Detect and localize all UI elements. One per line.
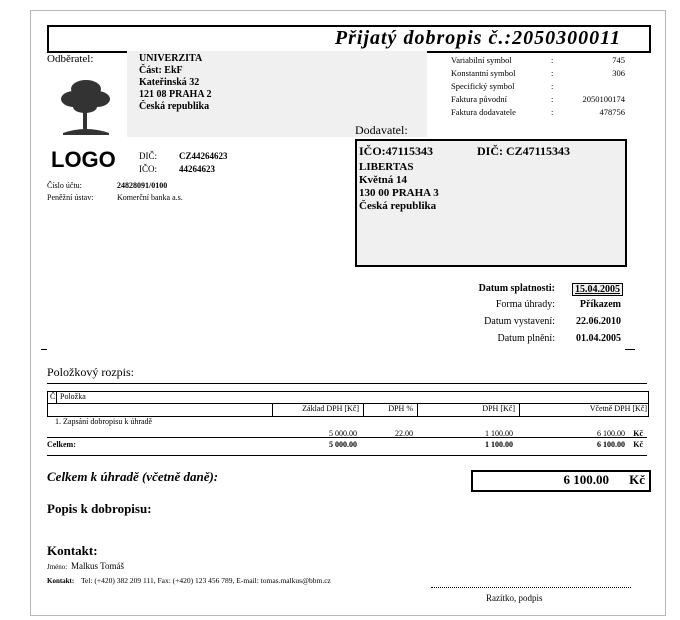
sum-bottom-divider [47,455,647,456]
col-base: Základ DPH [Kč] [302,404,359,413]
symbol-colon: : [551,94,554,104]
bank-label: Peněžní ústav: [47,193,94,202]
payment-symbols [451,55,625,119]
fulfillment-date-value: 01.04.2005 [576,333,621,344]
symbol-value: 478756 [599,107,625,117]
symbol-label: Konstantní symbol [451,68,516,78]
tree-logo-icon [57,75,115,137]
ico-value: 44264623 [179,164,215,174]
item-currency: Kč [633,429,643,438]
symbol-row [451,55,625,67]
sum-currency: Kč [633,440,643,449]
contact-info-value: Tel: (+420) 382 209 111, Fax: (+420) 123 456 789, E-mail: tomas.malkus@bbm.cz [81,576,331,585]
contact-name-label: Jméno: [47,563,68,571]
col-no: Č. [50,392,58,401]
customer-line: 121 08 PRAHA 2 [139,89,212,100]
col-vat: DPH [Kč] [482,404,515,413]
symbol-label: Specifický symbol [451,81,515,91]
sum-base: 5 000.00 [329,440,357,449]
customer-line: Kateřinská 32 [139,77,200,88]
issue-date-label: Datum vystavení: [484,316,555,327]
symbol-colon: : [551,55,554,65]
signature-label: Razítko, podpis [486,593,543,603]
total-due-currency: Kč [629,472,645,487]
item-base: 5 000.00 [329,429,357,438]
symbol-row [451,94,625,106]
items-divider [47,383,647,384]
items-section-label: Položkový rozpis: [47,365,134,379]
due-date-row [411,283,623,299]
divider-tick-left [41,349,47,350]
contact-info-label: Kontakt: [47,577,75,585]
dic-label: DIČ: [139,151,157,161]
symbol-value: 2050100174 [582,94,625,104]
symbol-colon: : [551,68,554,78]
contact-heading: Kontakt: [47,543,98,558]
supplier-box [355,139,627,267]
symbol-value: 306 [612,68,625,78]
ico-label: IČO: [139,164,157,174]
supplier-address [359,161,439,213]
note-label: Popis k dobropisu: [47,501,152,516]
table-row [47,415,647,439]
bank-value: Komerční banka a.s. [117,193,183,202]
document-title: Přijatý dobropis č.:2050300011 [334,27,621,49]
logo-text: LOGO [51,147,116,172]
symbol-colon: : [551,107,554,117]
supplier-dic: DIČ: CZ47115343 [477,144,571,158]
divider-tick-right [625,349,635,350]
customer-line: Česká republika [139,101,210,112]
item-vat-pct: 22.00 [395,429,413,438]
item-total: 6 100.00 [597,429,625,438]
payment-method-value: Příkazem [579,299,621,310]
supplier-line: 130 00 PRAHA 3 [359,187,439,199]
supplier-ico: IČO:47115343 [359,144,434,158]
symbol-label: Faktura dodavatele [451,107,516,117]
contact-name-value: Malkus Tomáš [71,561,124,571]
col-total: Včetně DPH [Kč] [589,404,647,413]
item-name: 1. Zapsání dobropisu k úhradě [55,417,153,426]
customer-line: Část: EkF [139,65,183,76]
supplier-line: LIBERTAS [359,161,414,173]
items-table-header [47,391,649,417]
symbol-value: 745 [612,55,625,65]
invoice-page [30,10,666,616]
issue-date-value: 22.06.2010 [576,316,621,327]
due-date-label: Datum splatnosti: [478,283,555,294]
sum-label: Celkem: [47,440,76,449]
symbol-colon: : [551,81,554,91]
fulfillment-date-label: Datum plnění: [497,333,555,344]
due-date-value: 15.04.2005 [572,283,623,296]
sum-total: 6 100.00 [597,440,625,449]
symbol-label: Variabilní symbol [451,55,512,65]
customer-address [139,53,212,113]
col-vat-pct: DPH % [388,404,413,413]
total-due-label: Celkem k úhradě (včetně daně): [47,469,219,484]
supplier-label: Dodavatel: [355,123,408,137]
fulfillment-date-row [411,333,623,349]
symbol-label: Faktura původní [451,94,507,104]
payment-method-label: Forma úhrady: [495,299,555,310]
col-item: Položka [60,392,86,401]
customer-label: Odběratel: [47,53,94,65]
total-due-box [471,470,651,492]
sum-divider [47,437,647,438]
symbol-row [451,107,625,119]
account-value: 24828091/0100 [117,181,168,190]
sum-vat: 1 100.00 [485,440,513,449]
total-due-value: 6 100.00 [563,472,609,487]
dic-value: CZ44264623 [179,151,228,161]
sum-row [47,439,647,453]
symbol-row [451,68,625,80]
payment-method-row [411,299,623,315]
title-box [47,25,651,53]
supplier-line: Česká republika [359,200,437,212]
issue-date-row [411,316,623,332]
signature-line [431,587,631,588]
customer-line: UNIVERZITA [139,53,203,64]
account-label: Číslo účtu: [47,181,82,190]
supplier-line: Květná 14 [359,174,407,186]
item-vat: 1 100.00 [485,429,513,438]
symbol-row [451,81,625,93]
